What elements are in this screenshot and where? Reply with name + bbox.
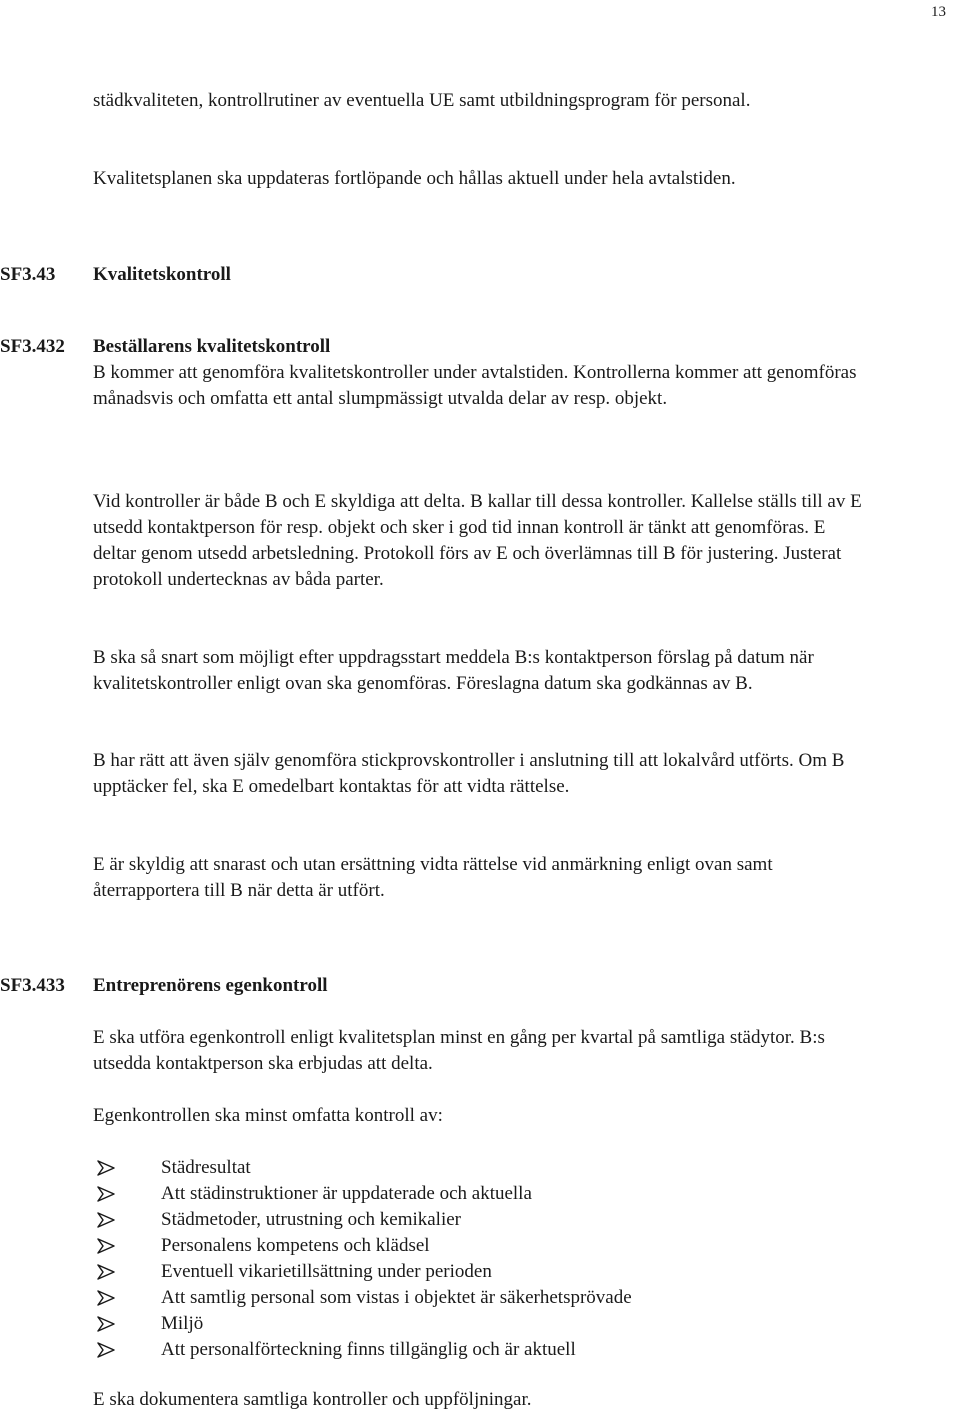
- arrow-bullet-icon: [95, 1311, 119, 1337]
- paragraph-432-4: B har rätt att även själv genomföra stickprovskontroller i anslutning till att lokalvård utförts. Om B upptäcker fel, ska E omedelbart kontaktas för att vidta rättelse.: [93, 750, 845, 797]
- list-item-label: Eventuell vikarietillsättning under perioden: [161, 1261, 492, 1282]
- arrow-bullet-icon: [95, 1285, 119, 1311]
- section-number: SF3.43: [0, 264, 56, 285]
- list-item-label: Miljö: [161, 1313, 204, 1334]
- arrow-bullet-icon: [95, 1259, 119, 1285]
- list-item-label: Städmetoder, utrustning och kemikalier: [161, 1209, 462, 1230]
- paragraph-433-2: Egenkontrollen ska minst omfatta kontroll av:: [93, 1105, 443, 1126]
- section-title: Entreprenörens egenkontroll: [93, 975, 328, 996]
- arrow-bullet-icon: [95, 1207, 119, 1233]
- closing-paragraph: E ska dokumentera samtliga kontroller och uppföljningar.: [93, 1389, 532, 1410]
- intro-paragraph-2: Kvalitetsplanen ska uppdateras fortlöpande och hållas aktuell under hela avtalstiden.: [93, 168, 736, 189]
- list-item: [93, 1285, 632, 1311]
- arrow-bullet-icon: [95, 1337, 119, 1363]
- arrow-bullet-icon: [95, 1181, 119, 1207]
- arrow-bullet-icon: [95, 1155, 119, 1181]
- list-item: [93, 1207, 632, 1233]
- intro-paragraph-1: städkvaliteten, kontrollrutiner av eventuella UE samt utbildningsprogram för personal.: [93, 90, 751, 111]
- paragraph-432-1: B kommer att genomföra kvalitetskontroller under avtalstiden. Kontrollerna kommer att genomföras månadsvis och omfatta ett antal slumpmässigt utvalda delar av resp. objekt.: [93, 362, 857, 409]
- control-checklist: [93, 1155, 632, 1363]
- section-number: SF3.432: [0, 336, 65, 357]
- list-item-label: Personalens kompetens och klädsel: [161, 1235, 430, 1256]
- paragraph-433-1: E ska utföra egenkontroll enligt kvalitetsplan minst en gång per kvartal på samtliga städytor. B:s utsedda kontaktperson ska erbjudas att delta.: [93, 1027, 825, 1074]
- list-item: [93, 1337, 632, 1363]
- arrow-bullet-icon: [95, 1233, 119, 1259]
- list-item: [93, 1259, 632, 1285]
- list-item: [93, 1233, 632, 1259]
- paragraph-432-5: E är skyldig att snarast och utan ersättning vidta rättelse vid anmärkning enligt ovan samt återrapportera till B när detta är utfört.: [93, 854, 773, 901]
- list-item-label: Att städinstruktioner är uppdaterade och aktuella: [161, 1183, 532, 1204]
- list-item: [93, 1181, 632, 1207]
- list-item-label: Städresultat: [161, 1157, 251, 1178]
- list-item-label: Att personalförteckning finns tillgänglig och är aktuell: [161, 1339, 576, 1360]
- list-item: [93, 1311, 632, 1337]
- section-number: SF3.433: [0, 975, 65, 996]
- page-number: 13: [931, 4, 946, 20]
- paragraph-432-3: B ska så snart som möjligt efter uppdragsstart meddela B:s kontaktperson förslag på datum när kvalitetskontroller enligt ovan ska genomföras. Föreslagna datum ska godkännas av B.: [93, 647, 814, 694]
- section-title: Kvalitetskontroll: [93, 264, 231, 285]
- list-item: [93, 1155, 632, 1181]
- paragraph-432-2: Vid kontroller är både B och E skyldiga att delta. B kallar till dessa kontroller. Kallelse ställs till av E utsedd kontaktperson för resp. objekt och sker i god tid innan kontroll är tänkt att genomföras. E deltar genom utsedd arbetsledning. Protokoll förs av E och överlämnas till B för justering. Justerat protokoll undertecknas av båda parter.: [93, 491, 862, 590]
- section-title: Beställarens kvalitetskontroll: [93, 336, 331, 357]
- list-item-label: Att samtlig personal som vistas i objektet är säkerhetsprövade: [161, 1287, 632, 1308]
